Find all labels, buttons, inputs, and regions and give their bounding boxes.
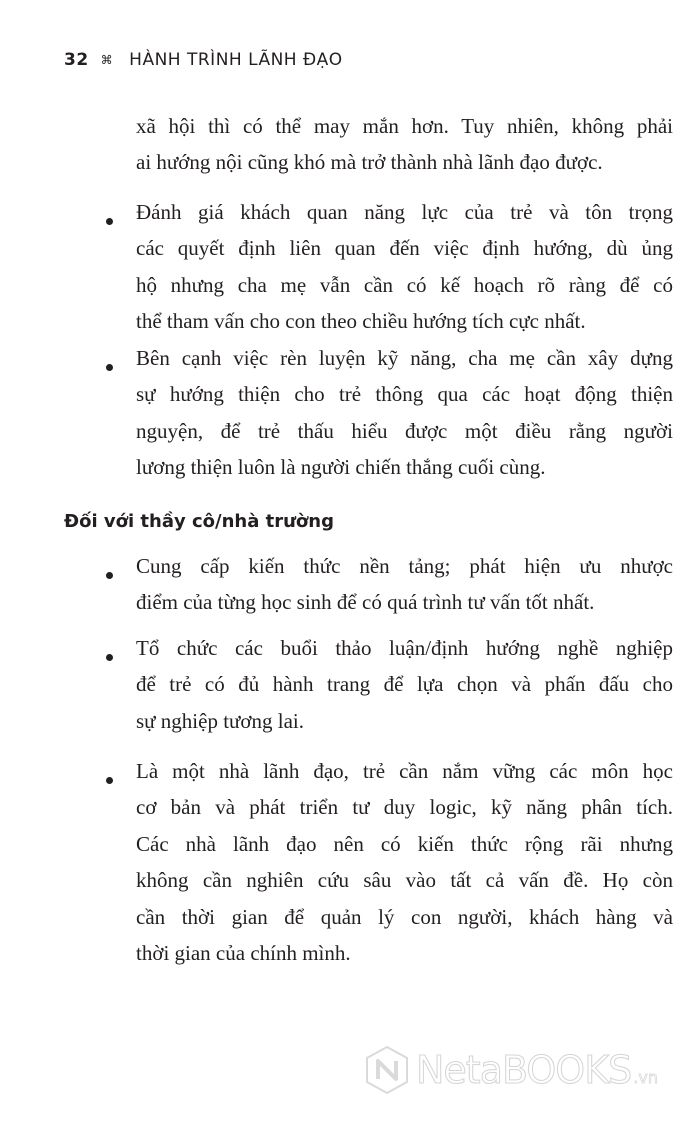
- text-line: nguyện, để trẻ thấu hiểu được một điều rằng người: [136, 419, 673, 443]
- page-number: 32: [64, 50, 89, 70]
- watermark-brand: NetaBOOKS: [416, 1048, 632, 1092]
- running-header: [64, 50, 343, 70]
- bullet-icon: [106, 218, 113, 225]
- text-line: cơ bản và phát triển tư duy logic, kỹ năng phân tích.: [136, 795, 673, 819]
- text-line: Tổ chức các buổi thảo luận/định hướng nghề nghiệp: [136, 636, 673, 660]
- text-line: Các nhà lãnh đạo nên có kiến thức rộng rãi nhưng: [136, 832, 673, 856]
- bullet-icon: [106, 654, 113, 661]
- text-line: điểm của từng học sinh để có quá trình tư vấn tốt nhất.: [136, 590, 595, 614]
- text-line: không cần nghiên cứu sâu vào tất cả vấn đề. Họ còn: [136, 868, 673, 892]
- bullet-icon: [106, 572, 113, 579]
- watermark-suffix: .vn: [633, 1067, 658, 1087]
- text-line: xã hội thì có thể may mắn hơn. Tuy nhiên, không phải: [136, 114, 673, 138]
- text-line: hộ nhưng cha mẹ vẫn cần có kế hoạch rõ ràng để có: [136, 273, 673, 297]
- ornament-icon: ⌘: [100, 53, 114, 67]
- text-line: sự nghiệp tương lai.: [136, 709, 305, 733]
- section-heading: Đối với thầy cô/nhà trường: [64, 511, 334, 532]
- netabooks-hexagon-icon: [364, 1045, 410, 1095]
- text-line: Bên cạnh việc rèn luyện kỹ năng, cha mẹ cần xây dựng: [136, 346, 673, 370]
- text-line: lương thiện luôn là người chiến thắng cuối cùng.: [136, 455, 546, 479]
- text-line: cần thời gian để quản lý con người, khách hàng và: [136, 905, 673, 929]
- book-title: HÀNH TRÌNH LÃNH ĐẠO: [129, 50, 343, 70]
- text-line: thời gian của chính mình.: [136, 941, 351, 965]
- watermark-logo: [364, 1045, 658, 1095]
- bullet-icon: [106, 364, 113, 371]
- text-line: Là một nhà lãnh đạo, trẻ cần nắm vững các môn học: [136, 759, 673, 783]
- text-line: Cung cấp kiến thức nền tảng; phát hiện ưu nhược: [136, 554, 673, 578]
- bullet-icon: [106, 777, 113, 784]
- text-line: Đánh giá khách quan năng lực của trẻ và tôn trọng: [136, 200, 673, 224]
- text-line: sự hướng thiện cho trẻ thông qua các hoạt động thiện: [136, 382, 673, 406]
- text-line: ai hướng nội cũng khó mà trở thành nhà lãnh đạo được.: [136, 150, 603, 174]
- text-line: để trẻ có đủ hành trang để lựa chọn và phấn đấu cho: [136, 672, 673, 696]
- text-line: thể tham vấn cho con theo chiều hướng tích cực nhất.: [136, 309, 586, 333]
- text-line: các quyết định liên quan đến việc định hướng, dù ủng: [136, 236, 673, 260]
